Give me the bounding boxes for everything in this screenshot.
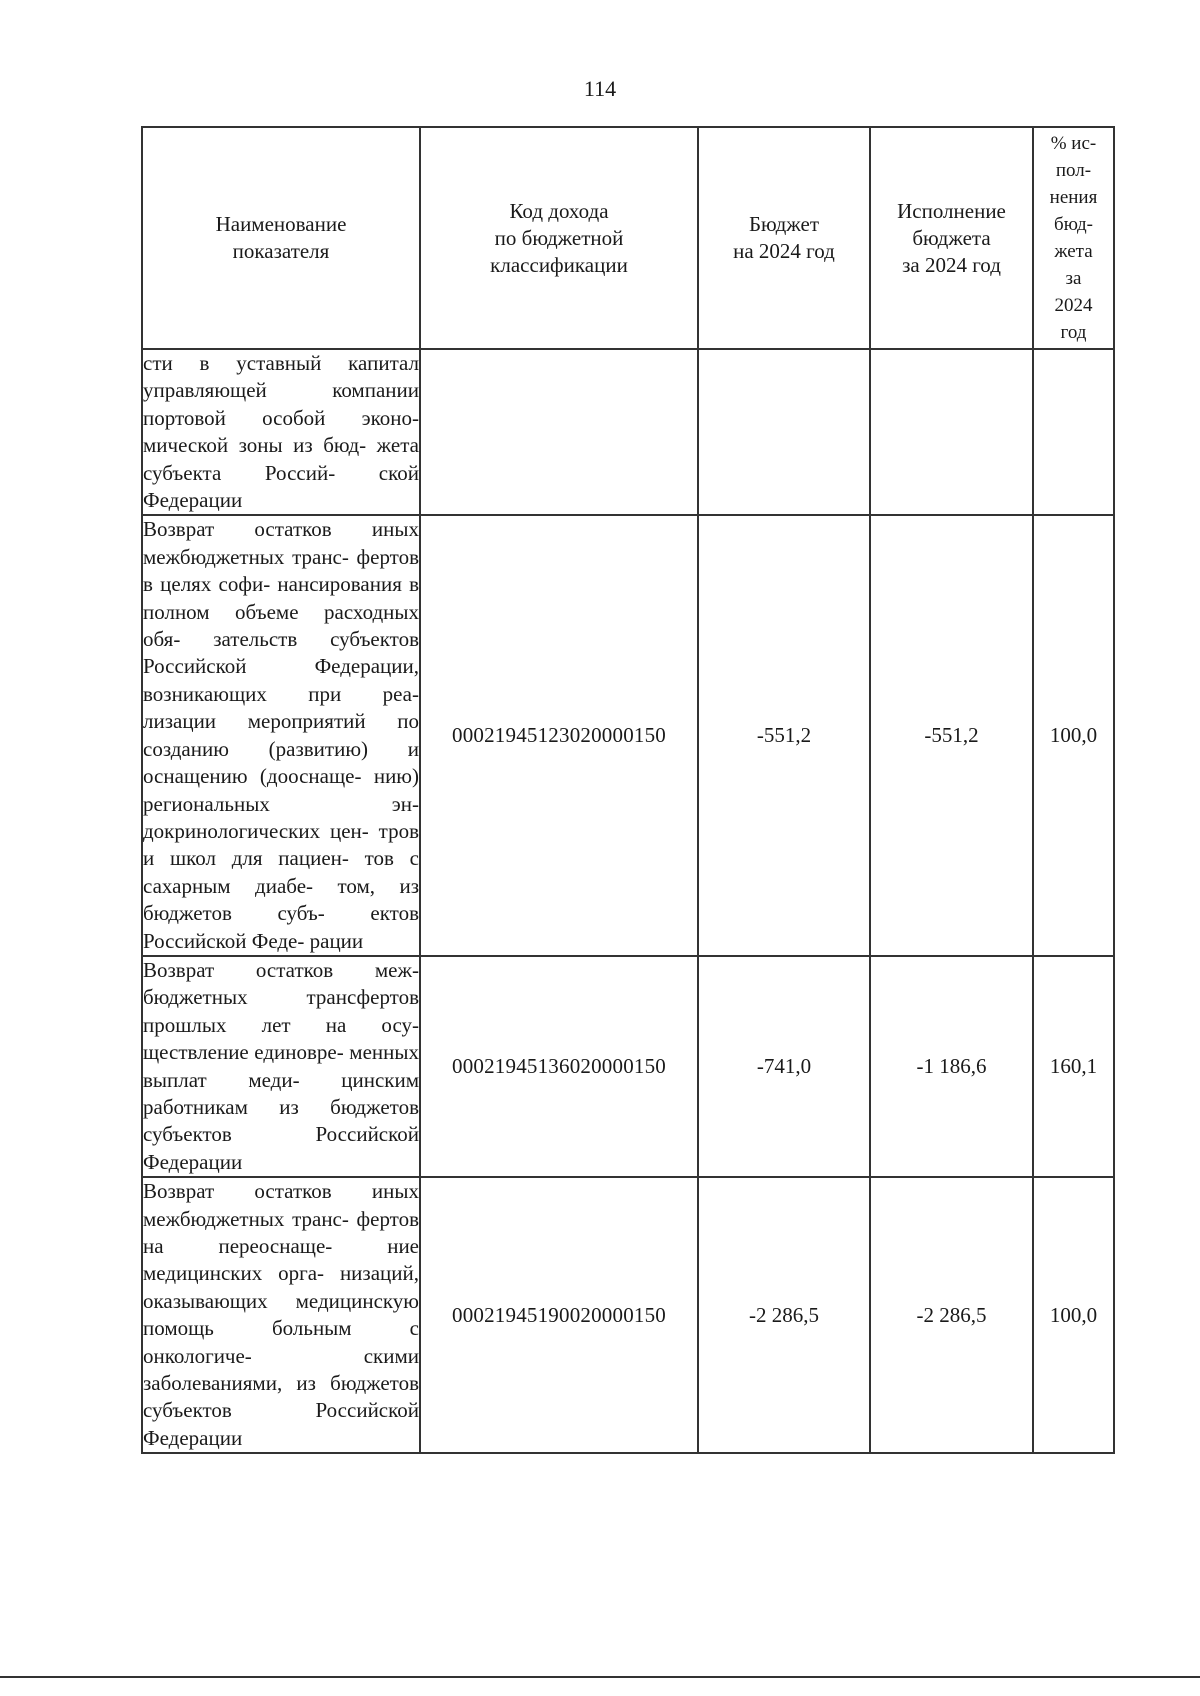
cell-name: Возврат остатков иных межбюджетных транс- фертов на переоснаще- ние медицинских орга- низаций, оказывающих медицинскую помощь больным с онкологиче- скими заболеваниями, из бюджетов субъектов Российской Федерации	[142, 1177, 420, 1453]
cell-execution: -2 286,5	[870, 1177, 1033, 1453]
header-code: Код дохода по бюджетной классификации	[420, 127, 698, 349]
cell-code: 00021945136020000150	[420, 956, 698, 1177]
table-row	[142, 1177, 1114, 1453]
cell-percent: 100,0	[1033, 515, 1114, 956]
cell-name: Возврат остатков меж- бюджетных трансфертов прошлых лет на осу- ществление единовре- менных выплат меди- цинским работникам из бюджетов субъектов Российской Федерации	[142, 956, 420, 1177]
footer-divider	[0, 1676, 1200, 1678]
cell-percent: 160,1	[1033, 956, 1114, 1177]
cell-execution: -1 186,6	[870, 956, 1033, 1177]
cell-budget: -741,0	[698, 956, 870, 1177]
budget-table	[141, 126, 1115, 1454]
cell-code: 00021945190020000150	[420, 1177, 698, 1453]
header-name: Наименование показателя	[142, 127, 420, 349]
cell-name: сти в уставный капитал управляющей компании портовой особой эконо- мической зоны из бюд- жета субъекта Россий- ской Федерации	[142, 349, 420, 515]
cell-budget: -2 286,5	[698, 1177, 870, 1453]
cell-name: Возврат остатков иных межбюджетных транс- фертов в целях софи- нансирования в полном объеме расходных обя- зательств субъектов Российской Федерации, возникающих при реа- лизации мероприятий по созданию (развитию) и оснащению (дооснаще- нию) региональных эн- докринологических цен- тров и школ для пациен- тов с сахарным диабе- том, из бюджетов субъ- ектов Российской Феде- рации	[142, 515, 420, 956]
cell-execution	[870, 349, 1033, 515]
cell-code: 00021945123020000150	[420, 515, 698, 956]
cell-budget: -551,2	[698, 515, 870, 956]
cell-percent: 100,0	[1033, 1177, 1114, 1453]
cell-percent	[1033, 349, 1114, 515]
cell-execution: -551,2	[870, 515, 1033, 956]
page-number: 114	[583, 76, 617, 101]
table-header-row	[142, 127, 1114, 349]
table-row	[142, 956, 1114, 1177]
table-row	[142, 515, 1114, 956]
cell-budget	[698, 349, 870, 515]
header-budget: Бюджет на 2024 год	[698, 127, 870, 349]
header-percent: % ис- пол- нения бюд- жета за 2024 год	[1033, 127, 1114, 349]
cell-code	[420, 349, 698, 515]
header-execution: Исполнение бюджета за 2024 год	[870, 127, 1033, 349]
table-row	[142, 349, 1114, 515]
